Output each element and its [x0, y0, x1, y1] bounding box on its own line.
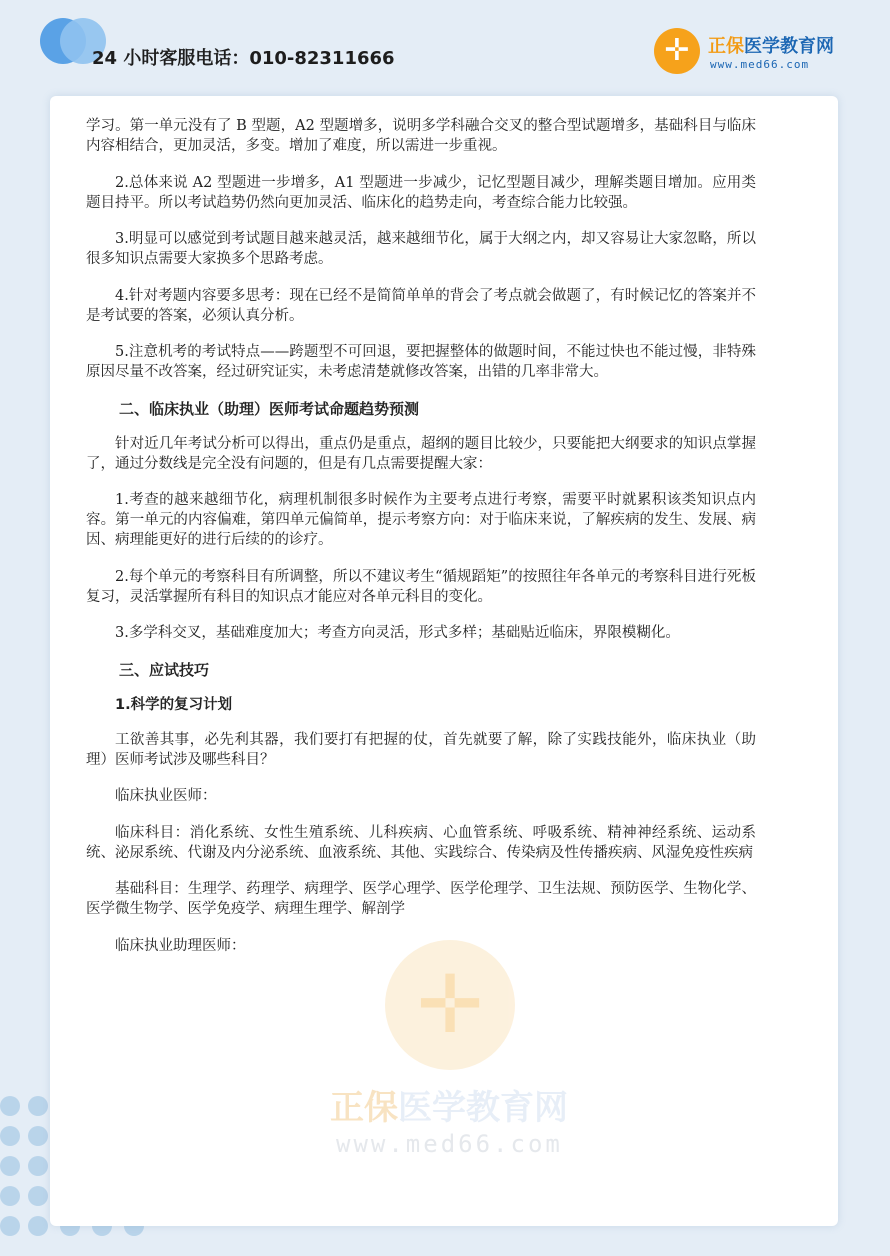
paragraph: 针对近几年考试分析可以得出，重点仍是重点，超纲的题目比较少，只要能把大纲要求的知识点掌握了，通过分数线是完全没有问题的，但是有几点需要提醒大家： [86, 435, 756, 472]
paragraph: 临床科目：消化系统、女性生殖系统、儿科疾病、心血管系统、呼吸系统、精神神经系统、运动系统、泌尿系统、代谢及内分泌系统、血液系统、其他、实践综合、传染病及性传播疾病、风湿免疫性疾病 [86, 824, 756, 861]
brand-name: 正保医学教育网 [708, 36, 834, 57]
subsection-heading: 1.科学的复习计划 [115, 696, 233, 713]
hotline-text: 24 小时客服电话：010-82311666 [92, 48, 395, 69]
paragraph: 临床执业助理医师： [115, 937, 246, 954]
plus-cross-icon: ✛ [654, 28, 700, 74]
watermark-url: www.med66.com [336, 1130, 563, 1158]
brand-logo[interactable] [654, 28, 834, 80]
paragraph: 3.多学科交叉，基础难度加大；考查方向灵活，形式多样；基础贴近临床，界限模糊化。 [115, 625, 680, 641]
paragraph: 学习。第一单元没有了 B 型题，A2 型题增多，说明多学科融合交叉的整合型试题增多，基础科目与临床内容相结合，更加灵活，多变。增加了难度，所以需进一步重视。 [86, 118, 756, 154]
section-heading: 二、临床执业（助理）医师考试命题趋势预测 [119, 399, 420, 418]
watermark-name: 正保医学教育网 [330, 1088, 568, 1128]
paragraph: 基础科目：生理学、药理学、病理学、医学心理学、医学伦理学、卫生法规、预防医学、生物化学、医学微生物学、医学免疫学、病理生理学、解剖学 [86, 881, 756, 917]
document-body [86, 116, 756, 972]
paragraph: 5.注意机考的考试特点——跨题型不可回退，要把握整体的做题时间，不能过快也不能过慢，非特殊原因尽量不改答案，经过研究证实，未考虑清楚就修改答案，出错的几率非常大。 [86, 344, 756, 380]
section-heading: 三、应试技巧 [119, 660, 210, 679]
watermark-plus-icon: ✛ [385, 940, 515, 1070]
paragraph: 2.总体来说 A2 型题进一步增多，A1 型题进一步减少，记忆型题目减少，理解类题目增加。应用类题目持平。所以考试趋势仍然向更加灵活、临床化的趋势走向，考查综合能力比较强。 [86, 174, 756, 211]
paragraph: 临床执业医师： [115, 788, 217, 804]
paragraph: 工欲善其事，必先利其器，我们要打有把握的仗，首先就要了解，除了实践技能外，临床执业（助理）医师考试涉及哪些科目？ [86, 731, 756, 768]
paragraph: 3.明显可以感觉到考试题目越来越灵活，越来越细节化，属于大纲之内，却又容易让大家忽略，所以很多知识点需要大家换多个思路考虑。 [86, 231, 756, 267]
paragraph: 4.针对考题内容要多思考：现在已经不是简简单单的背会了考点就会做题了，有时候记忆的答案并不是考试要的答案，必须认真分析。 [86, 287, 756, 324]
brand-url: www.med66.com [710, 58, 810, 71]
paragraph: 2.每个单元的考察科目有所调整，所以不建议考生“循规蹈矩”的按照往年各单元的考察科目进行死板复习，灵活掌握所有科目的知识点才能应对各单元科目的变化。 [86, 568, 756, 605]
paragraph: 1.考查的越来越细节化，病理机制很多时候作为主要考点进行考察，需要平时就累积该类知识点内容。第一单元的内容偏难，第四单元偏简单，提示考察方向：对于临床来说，了解疾病的发生、发展、病因、病理能更好的进行后续的的诊疗。 [86, 492, 756, 548]
